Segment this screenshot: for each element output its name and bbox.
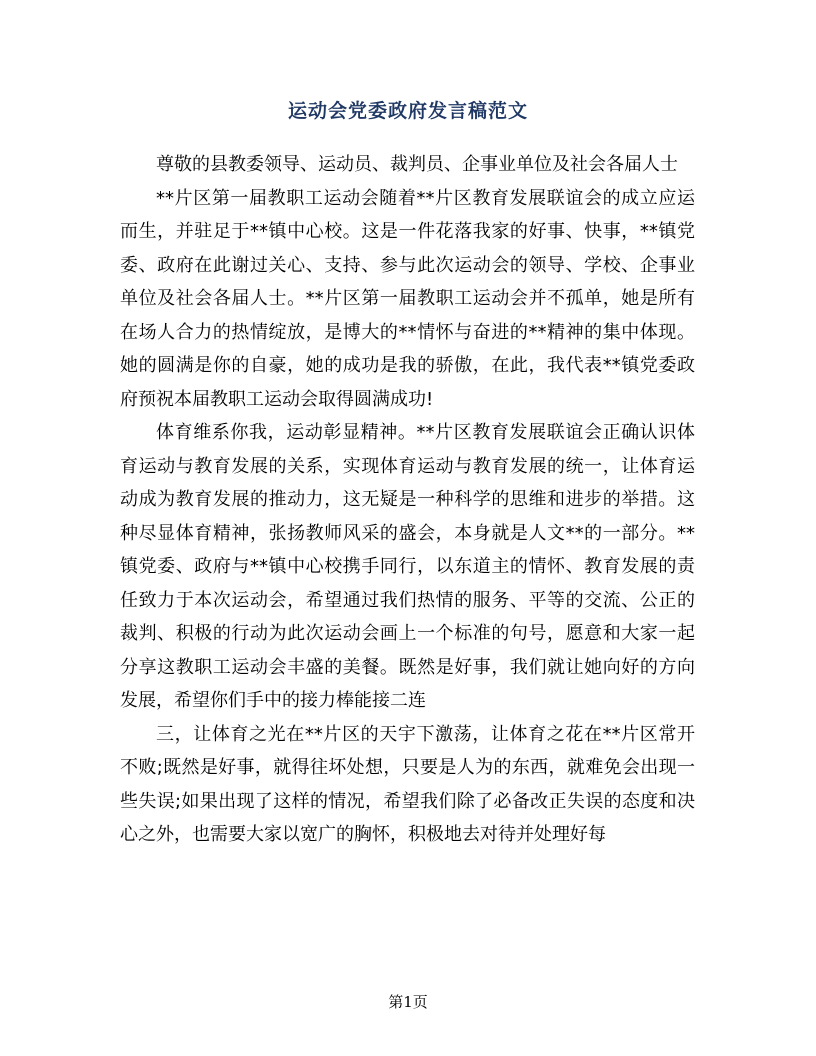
paragraph-2: 体育维系你我，运动彰显精神。**片区教育发展联谊会正确认识体育运动与教育发展的关系，实现体育运动与教育发展的统一，让体育运动成为教育发展的推动力，这无疑是一种科学的思维和进步的举措。这种尽显体育精神，张扬教师风采的盛会，本身就是人文**的一部分。**镇党委、政府与**镇中心校携手同行，以东道主的情怀、教育发展的责任致力于本次运动会，希望通过我们热情的服务、平等的交流、公正的裁判、积极的行动为此次运动会画上一个标准的句号，愿意和大家一起分享这教职工运动会丰盛的美餐。既然是好事，我们就让她向好的方向发展，希望你们手中的接力棒能接二连 [120,422,695,711]
paragraph-1: **片区第一届教职工运动会随着**片区教育发展联谊会的成立应运而生，并驻足于**镇中心校。这是一件花落我家的好事、快事，**镇党委、政府在此谢过关心、支持、参与此次运动会的领导、学校、企事业单位及社会各届人士。**片区第一届教职工运动会并不孤单，她是所有在场人合力的热情绽放，是博大的**情怀与奋进的**精神的集中体现。她的圆满是你的自豪，她的成功是我的骄傲，在此，我代表**镇党委政府预祝本届教职工运动会取得圆满成功! [120,187,695,410]
document-body [120,148,695,852]
paragraph-salutation: 尊敬的县教委领导、运动员、裁判员、企事业单位及社会各届人士 [156,154,678,175]
document-title: 运动会党委政府发言稿范文 [287,100,528,122]
paragraph-3: 三，让体育之光在**片区的天宇下激荡，让体育之花在**片区常开不败;既然是好事，就得往坏处想，只要是人为的东西，就难免会出现一些失误;如果出现了这样的情况，希望我们除了必备改正失误的态度和决心之外，也需要大家以宽广的胸怀，积极地去对待并处理好每 [120,723,695,845]
page-number: 第1页 [388,993,428,1011]
